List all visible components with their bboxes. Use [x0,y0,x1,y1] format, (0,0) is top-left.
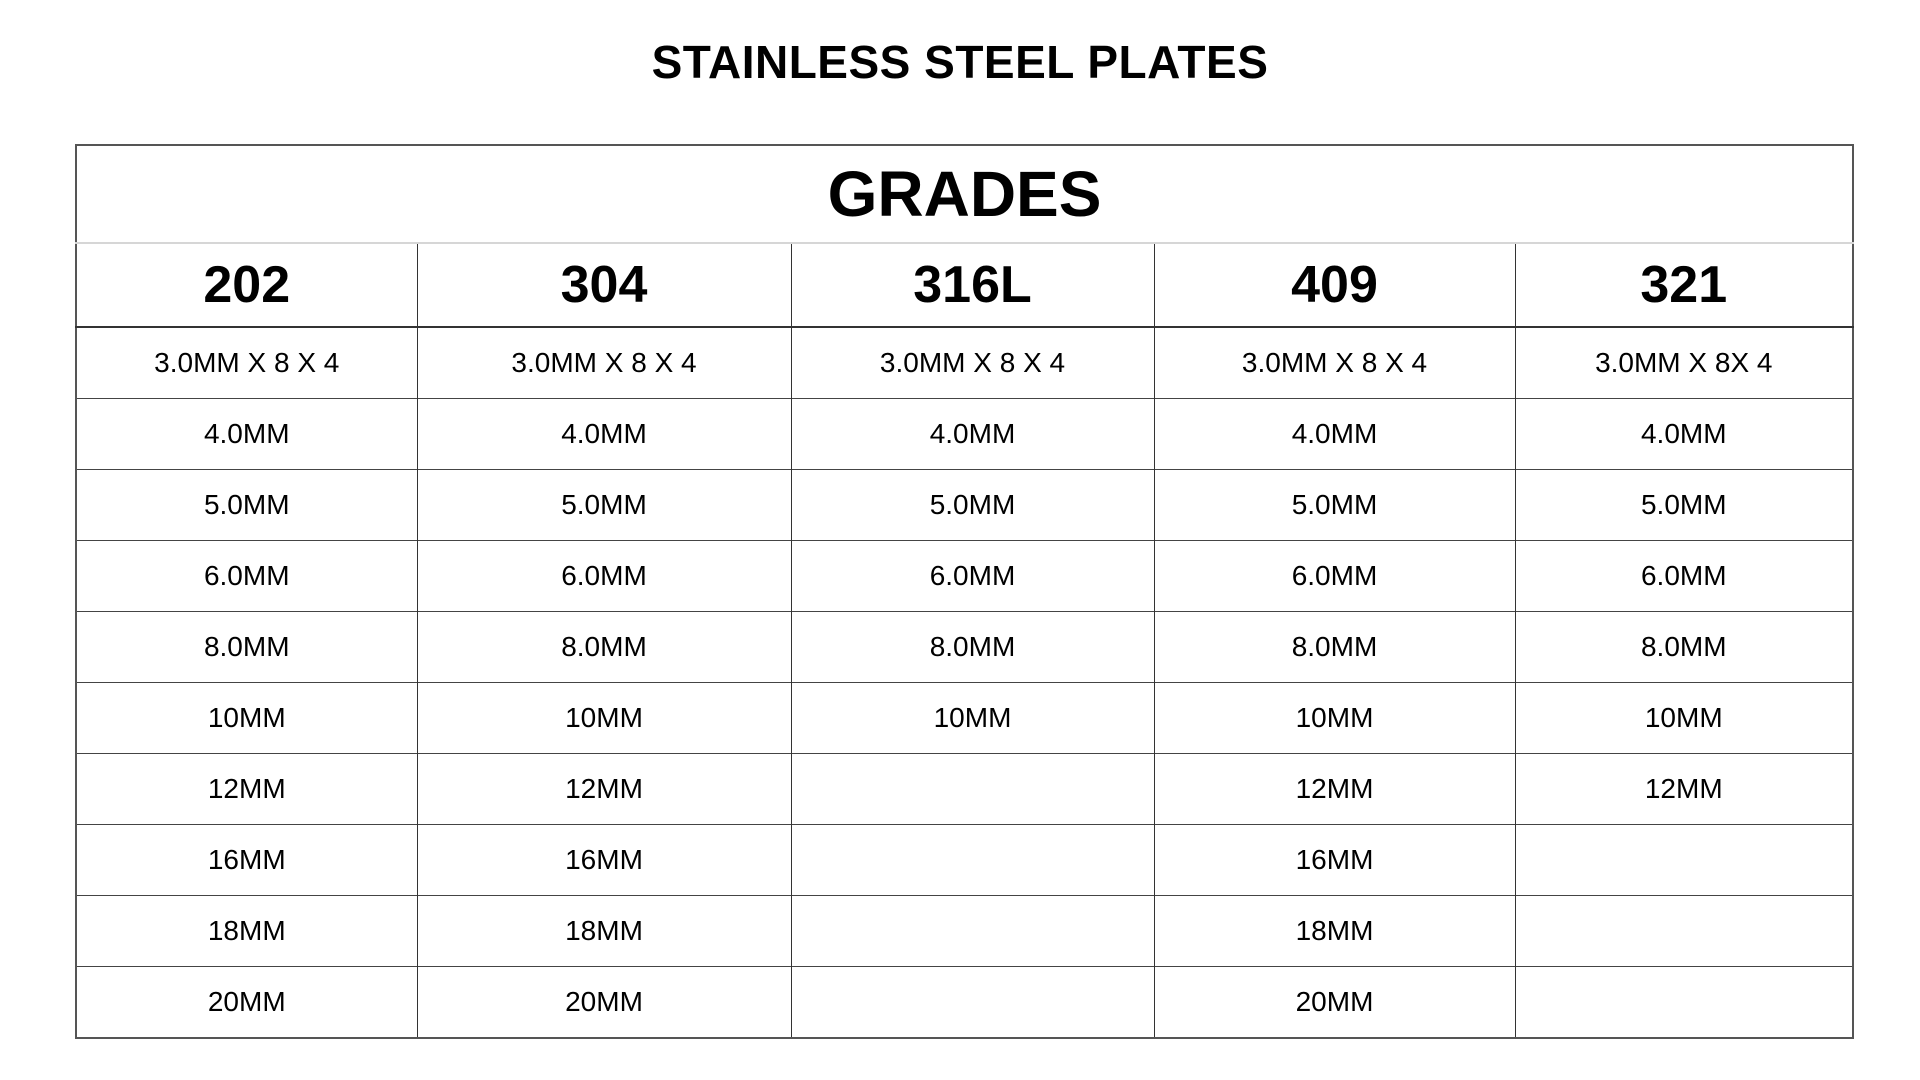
table-row [76,825,1853,896]
size-cell: 10MM [1154,683,1515,754]
grade-header-304: 304 [417,243,791,327]
size-cell: 10MM [417,683,791,754]
table-row [76,754,1853,825]
size-cell: 3.0MM X 8 X 4 [791,327,1154,399]
table-row [76,399,1853,470]
size-cell: 20MM [76,967,417,1039]
size-cell: 6.0MM [1515,541,1853,612]
size-cell: 5.0MM [76,470,417,541]
grade-header-row [76,243,1853,327]
size-cell: 6.0MM [76,541,417,612]
grade-header-321: 321 [1515,243,1853,327]
size-cell: 10MM [791,683,1154,754]
size-cell [1515,825,1853,896]
grade-header-409: 409 [1154,243,1515,327]
size-cell [791,754,1154,825]
size-cell: 20MM [417,967,791,1039]
size-cell: 4.0MM [76,399,417,470]
size-cell: 18MM [1154,896,1515,967]
table-row [76,896,1853,967]
size-cell: 18MM [417,896,791,967]
size-cell: 8.0MM [76,612,417,683]
size-cell: 4.0MM [1154,399,1515,470]
size-cell: 12MM [417,754,791,825]
size-cell: 20MM [1154,967,1515,1039]
grades-caption-row [76,145,1853,243]
size-cell: 8.0MM [1154,612,1515,683]
table-row [76,541,1853,612]
page-title: STAINLESS STEEL PLATES [651,36,1269,88]
size-cell: 16MM [1154,825,1515,896]
table-row [76,327,1853,399]
size-cell: 8.0MM [791,612,1154,683]
size-cell: 6.0MM [1154,541,1515,612]
grade-header-202: 202 [76,243,417,327]
size-cell: 5.0MM [417,470,791,541]
size-cell [791,967,1154,1039]
size-cell [791,825,1154,896]
size-cell: 5.0MM [1515,470,1853,541]
size-cell [791,896,1154,967]
size-cell: 16MM [417,825,791,896]
size-cell: 8.0MM [1515,612,1853,683]
size-cell: 3.0MM X 8 X 4 [417,327,791,399]
size-cell: 5.0MM [791,470,1154,541]
size-cell [1515,967,1853,1039]
table-row [76,967,1853,1039]
size-cell: 4.0MM [417,399,791,470]
size-cell: 4.0MM [1515,399,1853,470]
size-cell: 12MM [1154,754,1515,825]
grades-caption: GRADES [76,145,1853,243]
size-cell: 3.0MM X 8 X 4 [76,327,417,399]
grades-table [75,144,1854,1039]
size-cell: 12MM [76,754,417,825]
size-cell: 6.0MM [417,541,791,612]
size-cell: 3.0MM X 8X 4 [1515,327,1853,399]
size-cell: 3.0MM X 8 X 4 [1154,327,1515,399]
table-row [76,470,1853,541]
size-cell: 4.0MM [791,399,1154,470]
size-cell: 6.0MM [791,541,1154,612]
size-cell: 8.0MM [417,612,791,683]
size-cell: 16MM [76,825,417,896]
size-cell: 18MM [76,896,417,967]
size-cell: 5.0MM [1154,470,1515,541]
table-row [76,683,1853,754]
table-row [76,612,1853,683]
grade-header-316l: 316L [791,243,1154,327]
size-cell: 10MM [76,683,417,754]
size-cell [1515,896,1853,967]
size-cell: 10MM [1515,683,1853,754]
size-cell: 12MM [1515,754,1853,825]
